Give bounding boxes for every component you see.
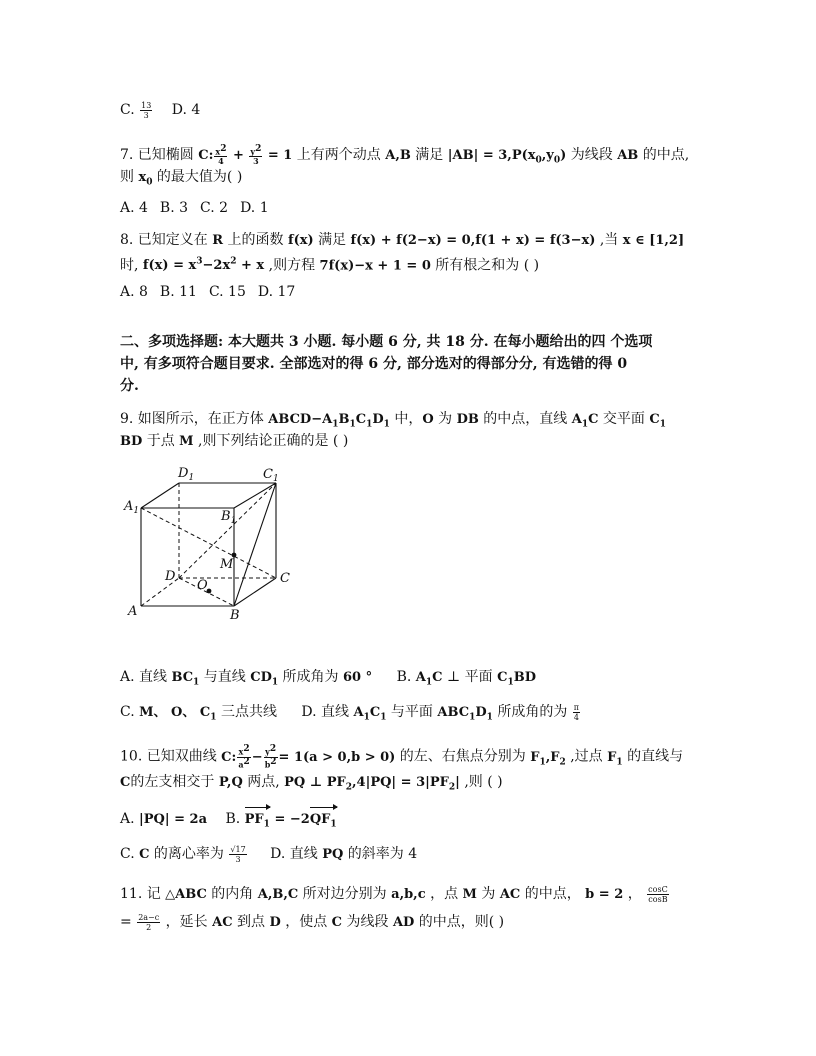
q7-condition: $|AB| = 3,P(x_0,y_0)$ [447, 148, 567, 166]
label-D1: $D_1$ [178, 466, 195, 483]
edge-BC1 [234, 483, 276, 606]
q7-options [120, 197, 281, 219]
q7-option-d: D. 1 [240, 200, 269, 216]
q9-options-ab [120, 666, 536, 694]
label-O: O [197, 578, 208, 593]
q7-option-a: A. 4 [120, 200, 148, 216]
label-C1: $C_1$ [263, 467, 279, 484]
q10-line2: C的左支相交于 P,Q 两点, PQ ⊥ $PF_2,4|PQ| = 3|PF_2|$ ,则 ( ) [120, 774, 503, 793]
q9-option-d: D. 直线 $A_1C_1$ 与平面 $ABC_1D_1$ 所成角的为 $\frac{\pi}{4}$ [301, 702, 580, 723]
q9-line1: 9. 如图所示，在正方体 $ABCD-A_1B_1C_1D_1$ 中，O 为 DB 的中点，直线 $A_1C$ 交平面 $C_1$ [120, 411, 666, 430]
q7-line2: 则 $x_0$ 的最大值为( ) [120, 169, 243, 188]
q11-line2: = $\frac{2a-c}{2}$ ，延长 AC 到点 D ，使点 C 为线段 AD 的中点，则( ) [120, 912, 505, 932]
q9-options-cd [120, 701, 581, 729]
label-A: A [128, 604, 138, 619]
q10-hyperbola-equation: C: $\frac{x^2}{a^2}$ − $\frac{y^2}{b^2}$ = 1(a > 0,b > 0) [221, 744, 396, 770]
q7-option-c: C. 2 [200, 200, 229, 216]
q10-option-a: A. |PQ| = 2a [120, 811, 207, 827]
q9-option-b: B. $A_1C$ ⊥ 平面 $C_1BD$ [396, 669, 536, 688]
q8-option-b: B. 11 [159, 284, 197, 300]
edge-BC [234, 578, 276, 606]
label-B: B [230, 608, 240, 623]
q8-options [120, 281, 307, 303]
q6-option-d: D. 4 [171, 102, 201, 118]
label-C: C [280, 571, 290, 586]
label-D: D [165, 569, 176, 584]
q8-line2: 时, $f(x) = x^3-2x^2 + x$ ,则方程 7f(x)−x + 1 = 0 所有根之和为 ( ) [120, 257, 540, 274]
q6-option-c-fraction: $\frac{13}{3}$ [141, 100, 152, 120]
cube-figure [120, 458, 320, 628]
section2-line2: 中, 有多项符合题目要求. 全部选对的得 6 分, 部分选对的得部分分, 有选错的得 0 [120, 356, 628, 372]
section2-line1: 二、多项选择题: 本大题共 3 小题. 每小题 6 分, 共 18 分. 在每小题给出的四 个选项 [120, 334, 653, 350]
q7-ellipse-equation: C: $\frac{x^2}{4}$ + $\frac{y^2}{3}$ = 1 [198, 143, 293, 167]
edge-A1D1 [141, 483, 179, 508]
q10-line1: 10. 已知双曲线 C: $\frac{x^2}{a^2}$ − $\frac{y^2}{b^2}$ = 1(a > 0,b > 0) 的左、右焦点分别为 $F_1,F_2$ ,过点 $F_1$ 的直线与 [120, 744, 684, 770]
q10-options-cd [120, 843, 417, 866]
q10-option-c: C. C 的离心率为 $\frac{√17}{3}$ [120, 844, 246, 864]
q9-option-c: C. M、 O、 $C_1$ 三点共线 [120, 704, 277, 723]
q10-options-ab [120, 808, 337, 836]
q8-option-c: C. 15 [208, 284, 246, 300]
q6-options [120, 99, 200, 121]
q6-option-c-label: C. [120, 102, 140, 118]
q8-option-a: A. 8 [120, 284, 148, 300]
label-A1: $A_1$ [124, 499, 140, 516]
q7-line1: 7. 已知椭圆 C: $\frac{x^2}{4}$ + $\frac{y^2}{3}$ = 1 上有两个动点 A,B 满足 $|AB| = 3,P(x_0,y_0)$ 为线段 AB 的中点, [120, 143, 690, 167]
q8-line1: 8. 已知定义在 R 上的函数 f(x) 满足 f(x) + f(2−x) = 0,f(1 + x) = f(3−x) ,当 x ∈ [1,2] [120, 232, 685, 248]
q10-option-b: B. $PF_1 = -2QF_1$ [225, 811, 336, 827]
q11-line1: 11. 记 △ABC 的内角 A,B,C 所对边分别为 a,b,c ，点 M 为 AC 的中点， b = 2 ， $\frac{\cos C}{\cos B}$ [120, 884, 668, 904]
q8-option-d: D. 17 [257, 284, 296, 300]
label-B1: $B_1$ [221, 509, 237, 526]
q9-line2: BD 于点 M ,则下列结论正确的是 ( ) [120, 433, 349, 449]
q9-option-a: A. 直线 $BC_1$ 与直线 $CD_1$ 所成角为 60 ° [120, 669, 373, 688]
section2-line3: 分. [120, 378, 139, 394]
label-M: M [220, 557, 234, 572]
q7-option-b: B. 3 [159, 200, 189, 216]
q10-option-d: D. 直线 PQ 的斜率为 4 [270, 846, 418, 862]
